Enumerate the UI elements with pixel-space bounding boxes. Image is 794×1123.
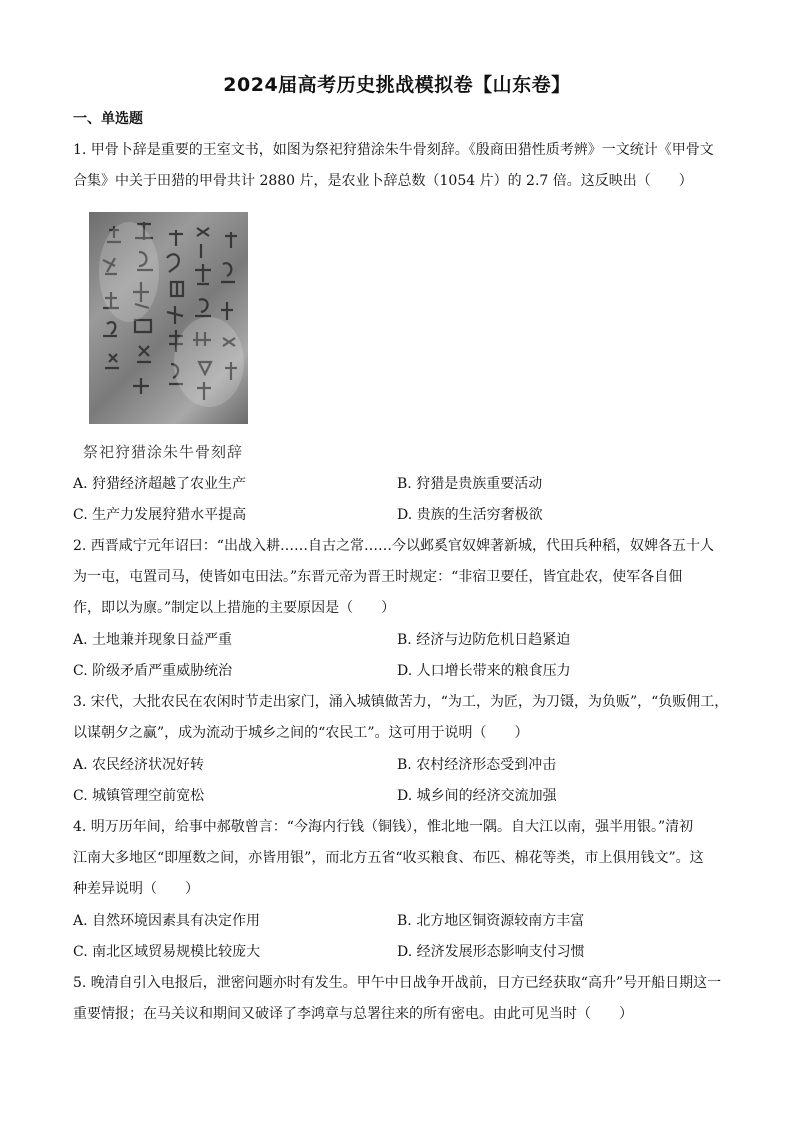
image-caption: 祭祀狩猎涂朱牛骨刻辞 [83, 443, 244, 461]
q5-stem-line-2: 重要情报；在马关议和期间又破译了李鸿章与总署往来的所有密电。由此可见当时（ ） [73, 1006, 633, 1022]
section-heading: 一、单选题 [73, 111, 143, 127]
q4-stem-line-3: 种差异说明（ ） [73, 881, 199, 897]
q3-option-a[interactable]: A. 农民经济状况好转 [73, 757, 205, 773]
q3-option-d[interactable]: D. 城乡间的经济交流加强 [397, 788, 557, 804]
q4-stem-line-1: 4. 明万历年间，给事中郝敬曾言：“今海内行钱（铜钱），惟北地一隅。自大江以南，强半用银。”清初 [73, 819, 694, 835]
q2-option-d[interactable]: D. 人口增长带来的粮食压力 [397, 663, 571, 679]
q1-stem-line-2: 合集》中关于田猎的甲骨共计 2880 片，是农业卜辞总数（1054 片）的 2.7 倍。这反映出（ ） [73, 173, 693, 189]
q4-option-b[interactable]: B. 北方地区铜资源较南方丰富 [397, 913, 585, 929]
q2-option-c[interactable]: C. 阶级矛盾严重威胁统治 [73, 663, 233, 679]
q3-stem-line-2: 以谋朝夕之赢”，成为流动于城乡之间的“农民工”。这可用于说明（ ） [73, 725, 529, 741]
q2-stem-line-3: 作，即以为廪。”制定以上措施的主要原因是（ ） [73, 600, 396, 616]
q3-stem-line-1: 3. 宋代，大批农民在农闲时节走出家门，涌入城镇做苦力，“为工，为匠，为刀镊，为负贩”，“负贩佣工， [73, 694, 729, 710]
q4-option-c[interactable]: C. 南北区域贸易规模比较庞大 [73, 944, 261, 960]
q4-stem-line-2: 江南大多地区“即厘数之间，亦皆用银”，而北方五省“收买粮食、布匹、棉花等类，市上俱用钱文”。这 [73, 850, 704, 866]
q2-option-a[interactable]: A. 土地兼并现象日益严重 [73, 632, 233, 648]
page-title: 2024届高考历史挑战模拟卷【山东卷】 [223, 74, 571, 96]
q4-option-d[interactable]: D. 经济发展形态影响支付习惯 [397, 944, 585, 960]
oracle-bone-image [89, 212, 248, 424]
q2-stem-line-2: 为一屯，屯置司马，使皆如屯田法。”东晋元帝为晋王时规定：“非宿卫要任，皆宜赴农，使军各自佃 [73, 569, 683, 585]
q3-option-b[interactable]: B. 农村经济形态受到冲击 [397, 757, 557, 773]
q1-option-b[interactable]: B. 狩猎是贵族重要活动 [397, 476, 543, 492]
q1-option-d[interactable]: D. 贵族的生活穷奢极欲 [397, 507, 543, 523]
q2-option-b[interactable]: B. 经济与边防危机日趋紧迫 [397, 632, 571, 648]
q1-stem-line-1: 1. 甲骨卜辞是重要的王室文书，如图为祭祀狩猎涂朱牛骨刻辞。《殷商田猎性质考辨》一文统计《甲骨文 [73, 142, 714, 158]
q1-option-c[interactable]: C. 生产力发展狩猎水平提高 [73, 507, 247, 523]
q2-stem-line-1: 2. 西晋咸宁元年诏曰：“出战入耕……自古之常……今以邺奚官奴婢著新城，代田兵种稻，奴婢各五十人 [73, 538, 714, 554]
q4-option-a[interactable]: A. 自然环境因素具有决定作用 [73, 913, 261, 929]
q3-option-c[interactable]: C. 城镇管理空前宽松 [73, 788, 205, 804]
q5-stem-line-1: 5. 晚清自引入电报后，泄密问题亦时有发生。甲午中日战争开战前，日方已经获取“高升”号开船日期这一 [73, 975, 722, 991]
q1-option-a[interactable]: A. 狩猎经济超越了农业生产 [73, 476, 247, 492]
